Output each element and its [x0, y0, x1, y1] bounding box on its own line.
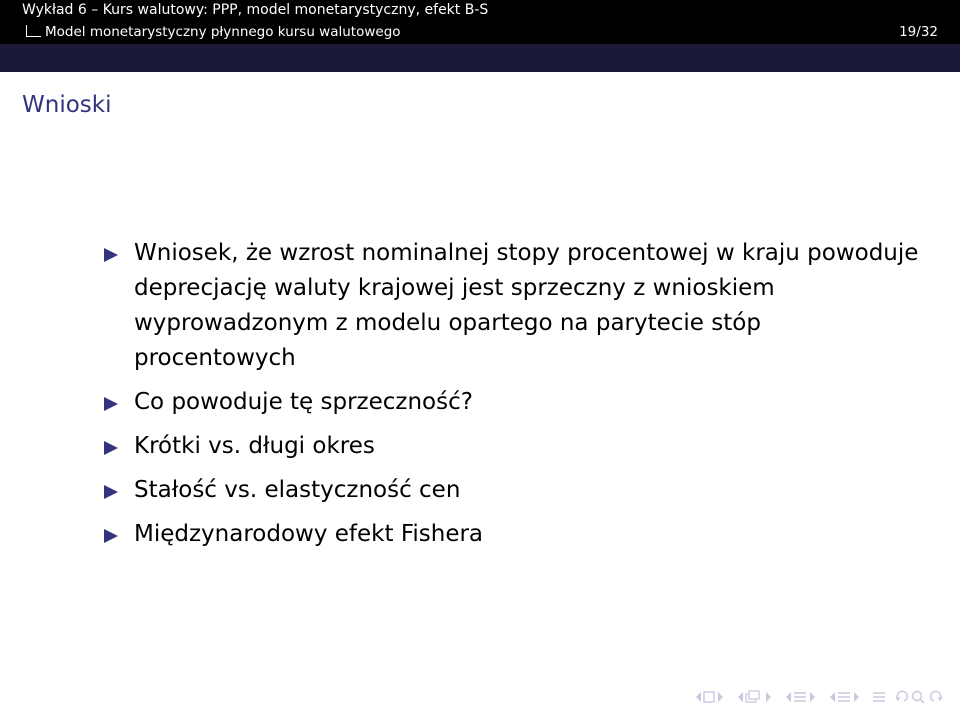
page-number: 19/32 — [899, 24, 938, 40]
list-item — [104, 429, 924, 464]
list-item — [104, 385, 924, 420]
appendix-icon[interactable] — [872, 690, 886, 704]
navigation-bar — [694, 689, 946, 705]
bullet-list — [104, 236, 924, 561]
bullet-text: Krótki vs. długi okres — [134, 433, 375, 459]
list-item — [104, 517, 924, 552]
subsection-list-nav-icon[interactable] — [828, 690, 862, 704]
bullet-text: Co powoduje tę sprzeczność? — [134, 389, 473, 415]
list-item — [104, 473, 924, 508]
subsection-corner-icon — [26, 25, 41, 37]
bullet-triangle-icon — [104, 441, 118, 455]
bullet-triangle-icon — [104, 397, 118, 411]
header-section-bar — [0, 20, 960, 44]
list-item — [104, 236, 924, 376]
header-title-bar — [0, 0, 960, 20]
lecture-title[interactable]: Wykład 6 – Kurs walutowy: PPP, model monetarystyczny, efekt B-S — [22, 2, 489, 18]
bullet-triangle-icon — [104, 529, 118, 543]
section-nav-icon[interactable] — [784, 690, 818, 704]
frame-nav-icon[interactable] — [694, 690, 726, 704]
section-title[interactable]: Model monetarystyczny płynnego kursu walutowego — [45, 24, 401, 40]
bullet-text: Wniosek, że wzrost nominalnej stopy procentowej w kraju powoduje deprecjację waluty krajowej jest sprzeczny z wnioskiem wyprowadzonym z modelu opartego na parytecie stóp procentowych — [134, 240, 919, 371]
header-band — [0, 44, 960, 72]
bullet-triangle-icon — [104, 485, 118, 499]
search-icon[interactable] — [896, 690, 946, 704]
bullet-triangle-icon — [104, 248, 118, 262]
bullet-text: Międzynarodowy efekt Fishera — [134, 521, 484, 547]
frame-title: Wnioski — [22, 92, 112, 118]
bullet-text: Stałość vs. elastyczność cen — [134, 477, 461, 503]
subsection-nav-icon[interactable] — [736, 690, 774, 704]
